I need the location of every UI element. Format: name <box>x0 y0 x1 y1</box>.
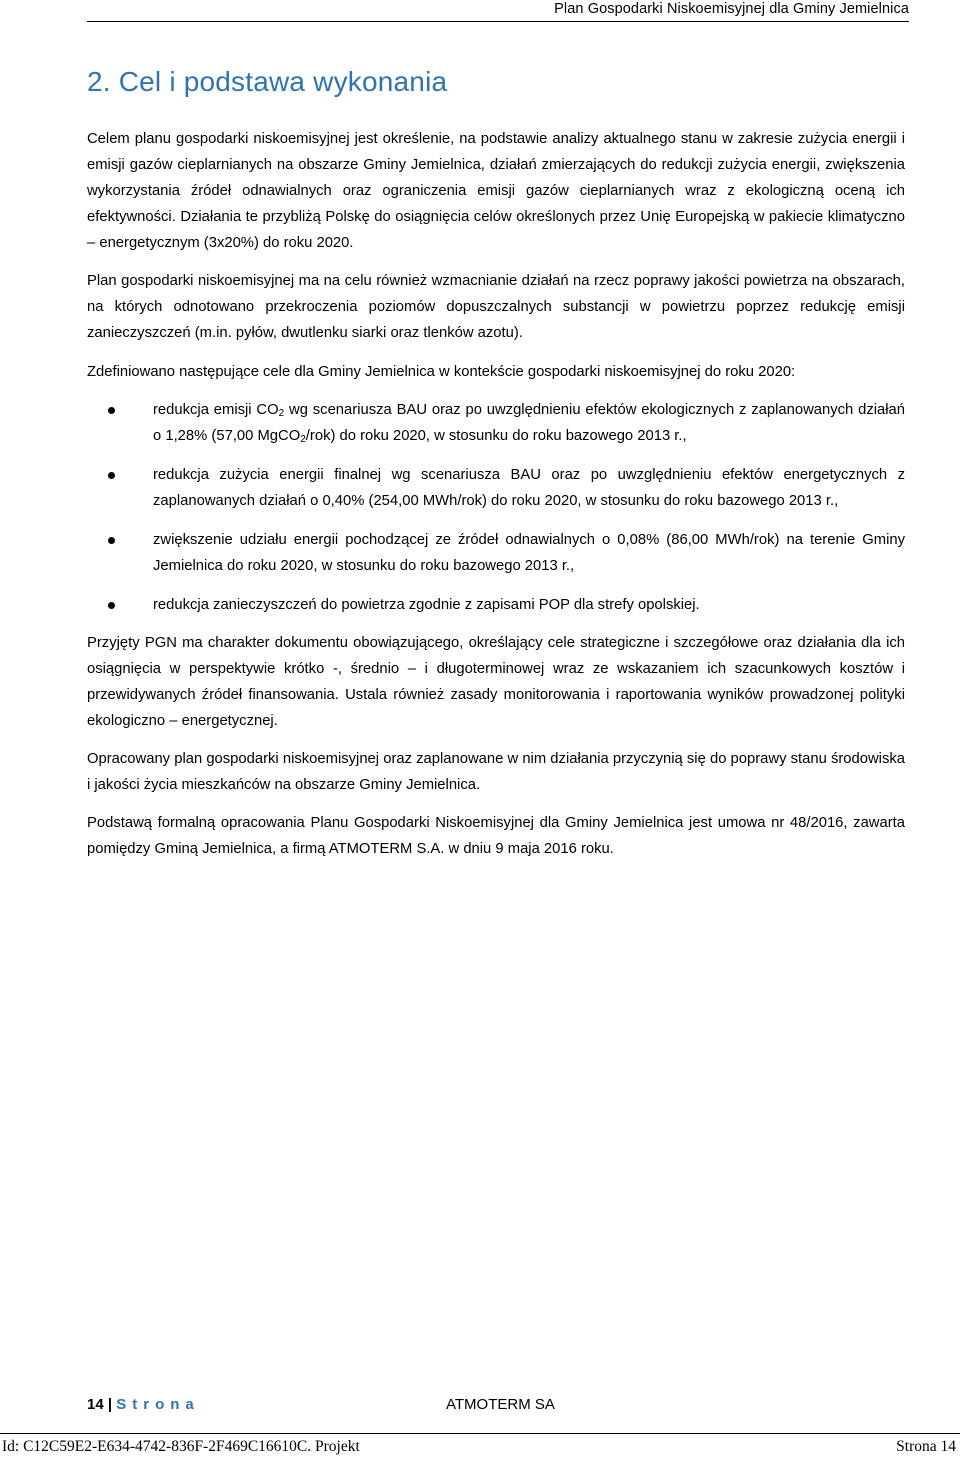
bullet-text-energy: redukcja zużycia energii finalnej wg scenariusza BAU oraz po uwzględnieniu efektów energetycznych z zaplanowanych działań o 0,40% (254,00 MWh/rok) do roku 2020, w stosunku do roku bazowego 2013 r., <box>153 467 905 509</box>
bullet-text-part: /rok) do roku 2020, w stosunku do roku bazowego 2013 r., <box>305 428 687 444</box>
list-item <box>87 592 905 618</box>
footer-divider <box>0 1433 960 1434</box>
footer-company: ATMOTERM SA <box>446 1396 555 1413</box>
page-footer <box>87 1394 887 1416</box>
body-content <box>87 126 905 862</box>
bullet-text-pollution: redukcja zanieczyszczeń do powietrza zgodnie z zapisami POP dla strefy opolskiej. <box>153 597 700 613</box>
page-number: 14 <box>87 1396 104 1413</box>
document-id-line <box>2 1437 956 1457</box>
bullet-text-part: redukcja emisji CO <box>153 402 279 418</box>
bullet-text-part: wg scenariusza BAU oraz po uwzględnieniu efektów ekologicznych z zaplanowanych działań o 1,28% (57,00 MgCO <box>153 402 905 444</box>
subscript: 2 <box>300 434 306 445</box>
page-word: Strona <box>116 1396 200 1413</box>
paragraph-pgn-character: Przyjęty PGN ma charakter dokumentu obowiązującego, określający cele strategiczne i szczegółowe oraz działania dla ich osiągnięcia w perspektywie krótko -, średnio – i długoterminowej wraz ze wskazaniem ich szacunkowych kosztów i przewidywanych źródeł finansowania. Ustala również zasady monitorowania i raportowania wyników prowadzonej polityki ekologiczno – energetycznej. <box>87 635 905 729</box>
paragraph-goals-intro: Zdefiniowano następujące cele dla Gminy Jemielnica w kontekście gospodarki niskoemisyjnej do roku 2020: <box>87 364 796 380</box>
bullet-text-co2 <box>153 402 905 444</box>
goals-list <box>87 397 905 618</box>
bullet-icon <box>108 602 115 609</box>
bullet-icon <box>108 407 115 414</box>
document-id: Id: C12C59E2-E634-4742-836F-2F469C16610C. Projekt <box>2 1438 360 1455</box>
paragraph-plan-effects: Opracowany plan gospodarki niskoemisyjnej oraz zaplanowane w nim działania przyczynią się do poprawy stanu środowiska i jakości życia mieszkańców na obszarze Gminy Jemielnica. <box>87 751 905 793</box>
paragraph-air-quality: Plan gospodarki niskoemisyjnej ma na celu również wzmacnianie działań na rzecz poprawy jakości powietrza na obszarach, na których odnotowano przekroczenia poziomów dopuszczalnych substancji w powietrzu poprzez redukcję emisji zanieczyszczeń (m.in. pyłów, dwutlenku siarki oraz tlenków azotu). <box>87 273 905 341</box>
section-title: 2. Cel i podstawa wykonania <box>87 66 448 97</box>
header-title: Plan Gospodarki Niskoemisyjnej dla Gminy Jemielnica <box>554 1 909 17</box>
page-label: Strona 14 <box>896 1438 956 1455</box>
list-item <box>87 462 905 514</box>
bullet-text-renewables: zwiększenie udziału energii pochodzącej ze źródeł odnawialnych o 0,08% (86,00 MWh/rok) na terenie Gminy Jemielnica do roku 2020, w stosunku do roku bazowego 2013 r., <box>153 532 905 574</box>
list-item <box>87 397 905 449</box>
running-header <box>87 0 909 22</box>
list-item <box>87 527 905 579</box>
bullet-icon <box>108 537 115 544</box>
footer-separator: | <box>107 1396 113 1413</box>
bullet-icon <box>108 472 115 479</box>
subscript: 2 <box>278 408 285 419</box>
paragraph-formal-basis: Podstawą formalną opracowania Planu Gospodarki Niskoemisyjnej dla Gminy Jemielnica jest umowa nr 48/2016, zawarta pomiędzy Gminą Jemielnica, a firmą ATMOTERM S.A. w dniu 9 maja 2016 roku. <box>87 815 905 857</box>
paragraph-goal: Celem planu gospodarki niskoemisyjnej jest określenie, na podstawie analizy aktualnego stanu w zakresie zużycia energii i emisji gazów cieplarnianych na obszarze Gminy Jemielnica, działań zmierzających do redukcji zużycia energii, zwiększenia wykorzystania źródeł odnawialnych oraz ograniczenia emisji gazów cieplarnianych wraz z ekologiczną oceną ich efektywności. Działania te przybliżą Polskę do osiągnięcia celów określonych przez Unię Europejską w pakiecie klimatyczno – energetycznym (3x20%) do roku 2020. <box>87 131 905 251</box>
